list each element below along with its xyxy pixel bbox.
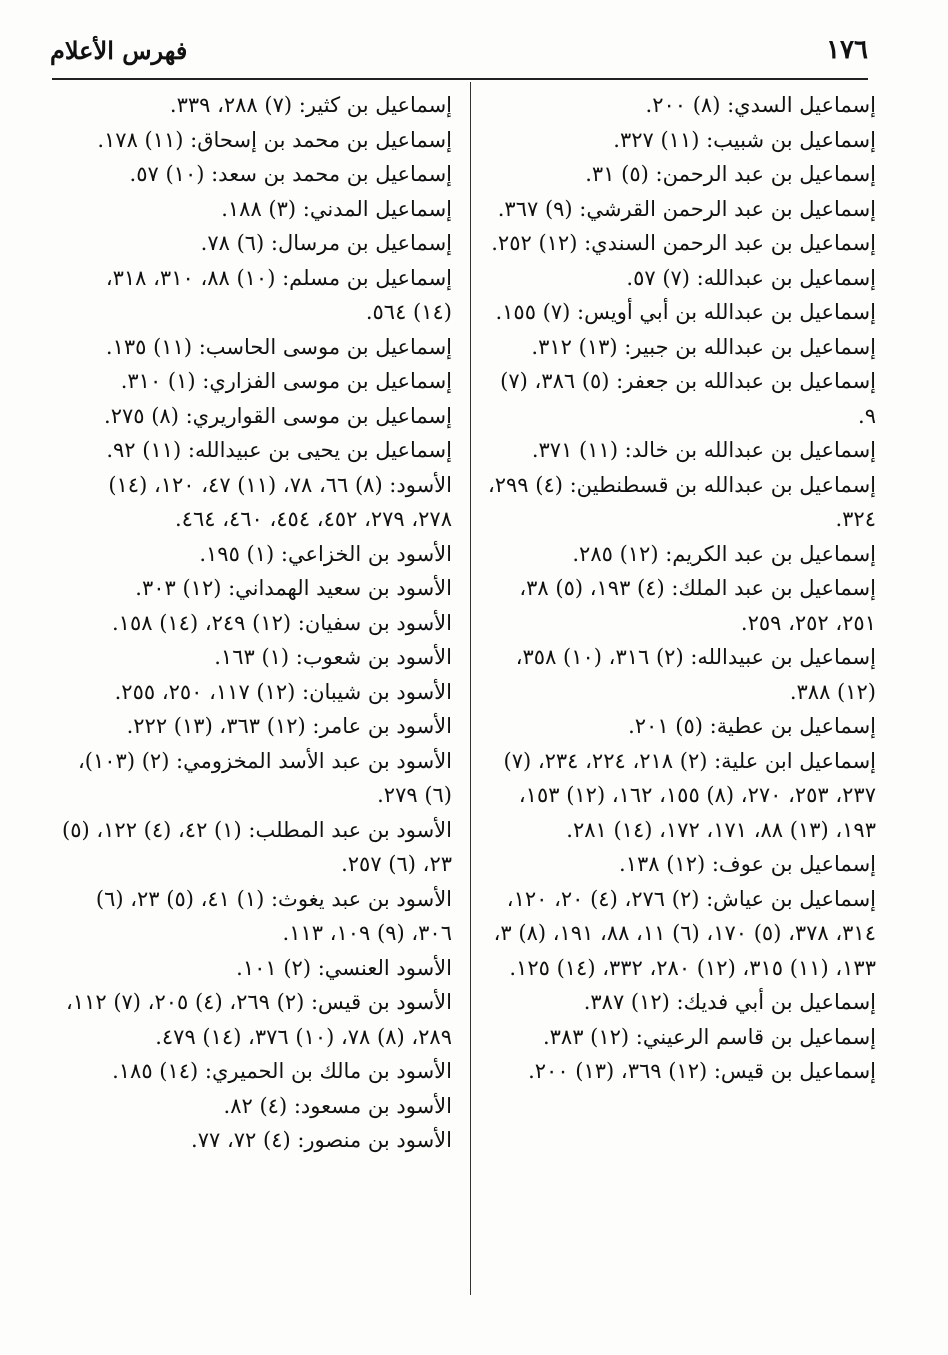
index-entry: إسماعيل بن أبي فديك: (١٢) ٣٨٧. <box>583 990 876 1014</box>
index-entry: الأسود بن عامر: (١٢) ٣٦٣، (١٣) ٢٢٢. <box>126 714 452 738</box>
index-entry: إسماعيل بن عبد الرحمن القرشي: (٩) ٣٦٧. <box>497 196 876 221</box>
index-entry: الأسود بن عبد المطلب: (١) ٤٢، (٤) ١٢٢، (٥) ٢٣، (٦) ٢٥٧. <box>62 817 452 876</box>
index-entry: إسماعيل بن موسى القواريري: (٨) ٢٧٥. <box>104 403 452 428</box>
index-entry: الأسود بن قيس: (٢) ٢٦٩، (٤) ٢٠٥، (٧) ١١٢، ٢٨٩، (٨) ٧٨، (١٠) ٣٧٦، (١٤) ٤٧٩. <box>66 990 452 1049</box>
right-column <box>486 88 876 1089</box>
index-entry: إسماعيل بن قيس: (١٢) ٣٦٩، (١٣) ٢٠٠. <box>528 1059 876 1083</box>
index-entry: إسماعيل بن مرسال: (٦) ٧٨. <box>200 231 452 255</box>
index-entry: إسماعيل ابن علية: (٢) ٢١٨، ٢٢٤، ٢٣٤، (٧) ٢٣٧، ٢٥٣، ٢٧٠، (٨) ١٥٥، ١٦٢، (١٢) ١٥٣، ١٩٣، (١٣) ٨٨، ١٧١، ١٧٢، (١٤) ٢٨١. <box>503 748 876 842</box>
index-entry: إسماعيل بن قاسم الرعيني: (١٢) ٣٨٣. <box>542 1024 876 1049</box>
index-entry: إسماعيل بن شبيب: (١١) ٣٢٧. <box>613 127 876 152</box>
index-entry: إسماعيل السدي: (٨) ٢٠٠. <box>645 93 876 117</box>
index-entry: إسماعيل المدني: (٣) ١٨٨. <box>221 196 452 221</box>
index-entry: الأسود: (٨) ٦٦، ٧٨، (١١) ٤٧، ١٢٠، (١٤) ٢٧٨، ٢٧٩، ٤٥٢، ٤٥٤، ٤٦٠، ٤٦٤. <box>108 472 452 531</box>
index-entry: إسماعيل بن يحيى بن عبيدالله: (١١) ٩٢. <box>106 438 452 462</box>
index-entry: الأسود بن شيبان: (١٢) ١١٧، ٢٥٠، ٢٥٥. <box>114 679 452 704</box>
index-entry: إسماعيل بن عبدالله بن قسطنطين: (٤) ٢٩٩، ٣٢٤. <box>487 472 876 531</box>
index-entry: إسماعيل بن عبد الملك: (٤) ١٩٣، (٥) ٣٨، ٢٥١، ٢٥٢، ٢٥٩. <box>519 576 876 635</box>
index-entry: إسماعيل بن محمد بن إسحاق: (١١) ١٧٨. <box>97 127 452 152</box>
index-entry: إسماعيل بن عبد الرحمن السندي: (١٢) ٢٥٢. <box>491 231 876 255</box>
index-entry: الأسود بن منصور: (٤) ٧٢، ٧٧. <box>191 1128 452 1152</box>
column-divider <box>470 82 471 1295</box>
page-header <box>50 30 868 70</box>
index-entry: إسماعيل بن عياش: (٢) ٢٧٦، (٤) ٢٠، ١٢٠، ٣١٤، ٣٧٨، (٥) ١٧٠، (٦) ١١، ٨٨، ١٩١، (٨) ٣، ١٣٣، (١١) ٣١٥، (١٢) ٢٨٠، ٣٣٢، (١٤) ١٢٥. <box>493 886 876 980</box>
index-entry: إسماعيل بن عبد الكريم: (١٢) ٢٨٥. <box>572 541 876 566</box>
index-entry: إسماعيل بن مسلم: (١٠) ٨٨، ٣١٠، ٣١٨، (١٤) ٥٦٤. <box>105 265 452 324</box>
page-number: ١٧٦ <box>826 35 868 65</box>
index-entry: إسماعيل بن عبيدالله: (٢) ٣١٦، (١٠) ٣٥٨، (١٢) ٣٨٨. <box>515 645 876 704</box>
left-column <box>62 88 452 1158</box>
index-entry: الأسود بن سعيد الهمداني: (١٢) ٣٠٣. <box>135 576 452 600</box>
index-entry: إسماعيل بن محمد بن سعد: (١٠) ٥٧. <box>129 162 452 186</box>
page-title: فهرس الأعلام <box>50 35 188 65</box>
index-entry: إسماعيل بن كثير: (٧) ٢٨٨، ٣٣٩. <box>169 93 452 117</box>
index-entry: إسماعيل بن عبد الرحمن: (٥) ٣١. <box>585 162 876 186</box>
index-entry: إسماعيل بن عبدالله بن خالد: (١١) ٣٧١. <box>531 438 876 462</box>
index-entry: الأسود بن مسعود: (٤) ٨٢. <box>223 1093 452 1118</box>
index-entry: الأسود بن شعوب: (١) ١٦٣. <box>214 645 452 669</box>
index-entry: الأسود بن الخزاعي: (١) ١٩٥. <box>199 541 452 566</box>
index-entry: الأسود بن عبد الأسد المخزومي: (٢) (١٠٣)، (٦) ٢٧٩. <box>78 748 452 807</box>
index-entry: إسماعيل بن عوف: (١٢) ١٣٨. <box>619 852 876 876</box>
index-entry: الأسود بن سفيان: (١٢) ٢٤٩، (١٤) ١٥٨. <box>111 610 452 635</box>
index-entry: إسماعيل بن عبدالله: (٧) ٥٧. <box>626 265 876 290</box>
index-entry: إسماعيل بن موسى الفزاري: (١) ٣١٠. <box>120 369 452 393</box>
index-entry: الأسود العنسي: (٢) ١٠١. <box>236 955 452 980</box>
index-entry: إسماعيل بن عبدالله بن أبي أويس: (٧) ١٥٥. <box>495 300 876 324</box>
header-rule <box>52 78 868 80</box>
index-entry: إسماعيل بن عبدالله بن جبير: (١٣) ٣١٢. <box>531 334 876 359</box>
index-entry: إسماعيل بن عبدالله بن جعفر: (٥) ٣٨٦، (٧) ٩. <box>500 369 876 428</box>
index-entry: الأسود بن عبد يغوث: (١) ٤١، (٥) ٢٣، (٦) ٣٠٦، (٩) ١٠٩، ١١٣. <box>95 886 452 945</box>
index-entry: إسماعيل بن عطية: (٥) ٢٠١. <box>628 714 876 738</box>
index-entry: إسماعيل بن موسى الحاسب: (١١) ١٣٥. <box>105 334 452 359</box>
index-entry: الأسود بن مالك بن الحميري: (١٤) ١٨٥. <box>112 1059 452 1083</box>
